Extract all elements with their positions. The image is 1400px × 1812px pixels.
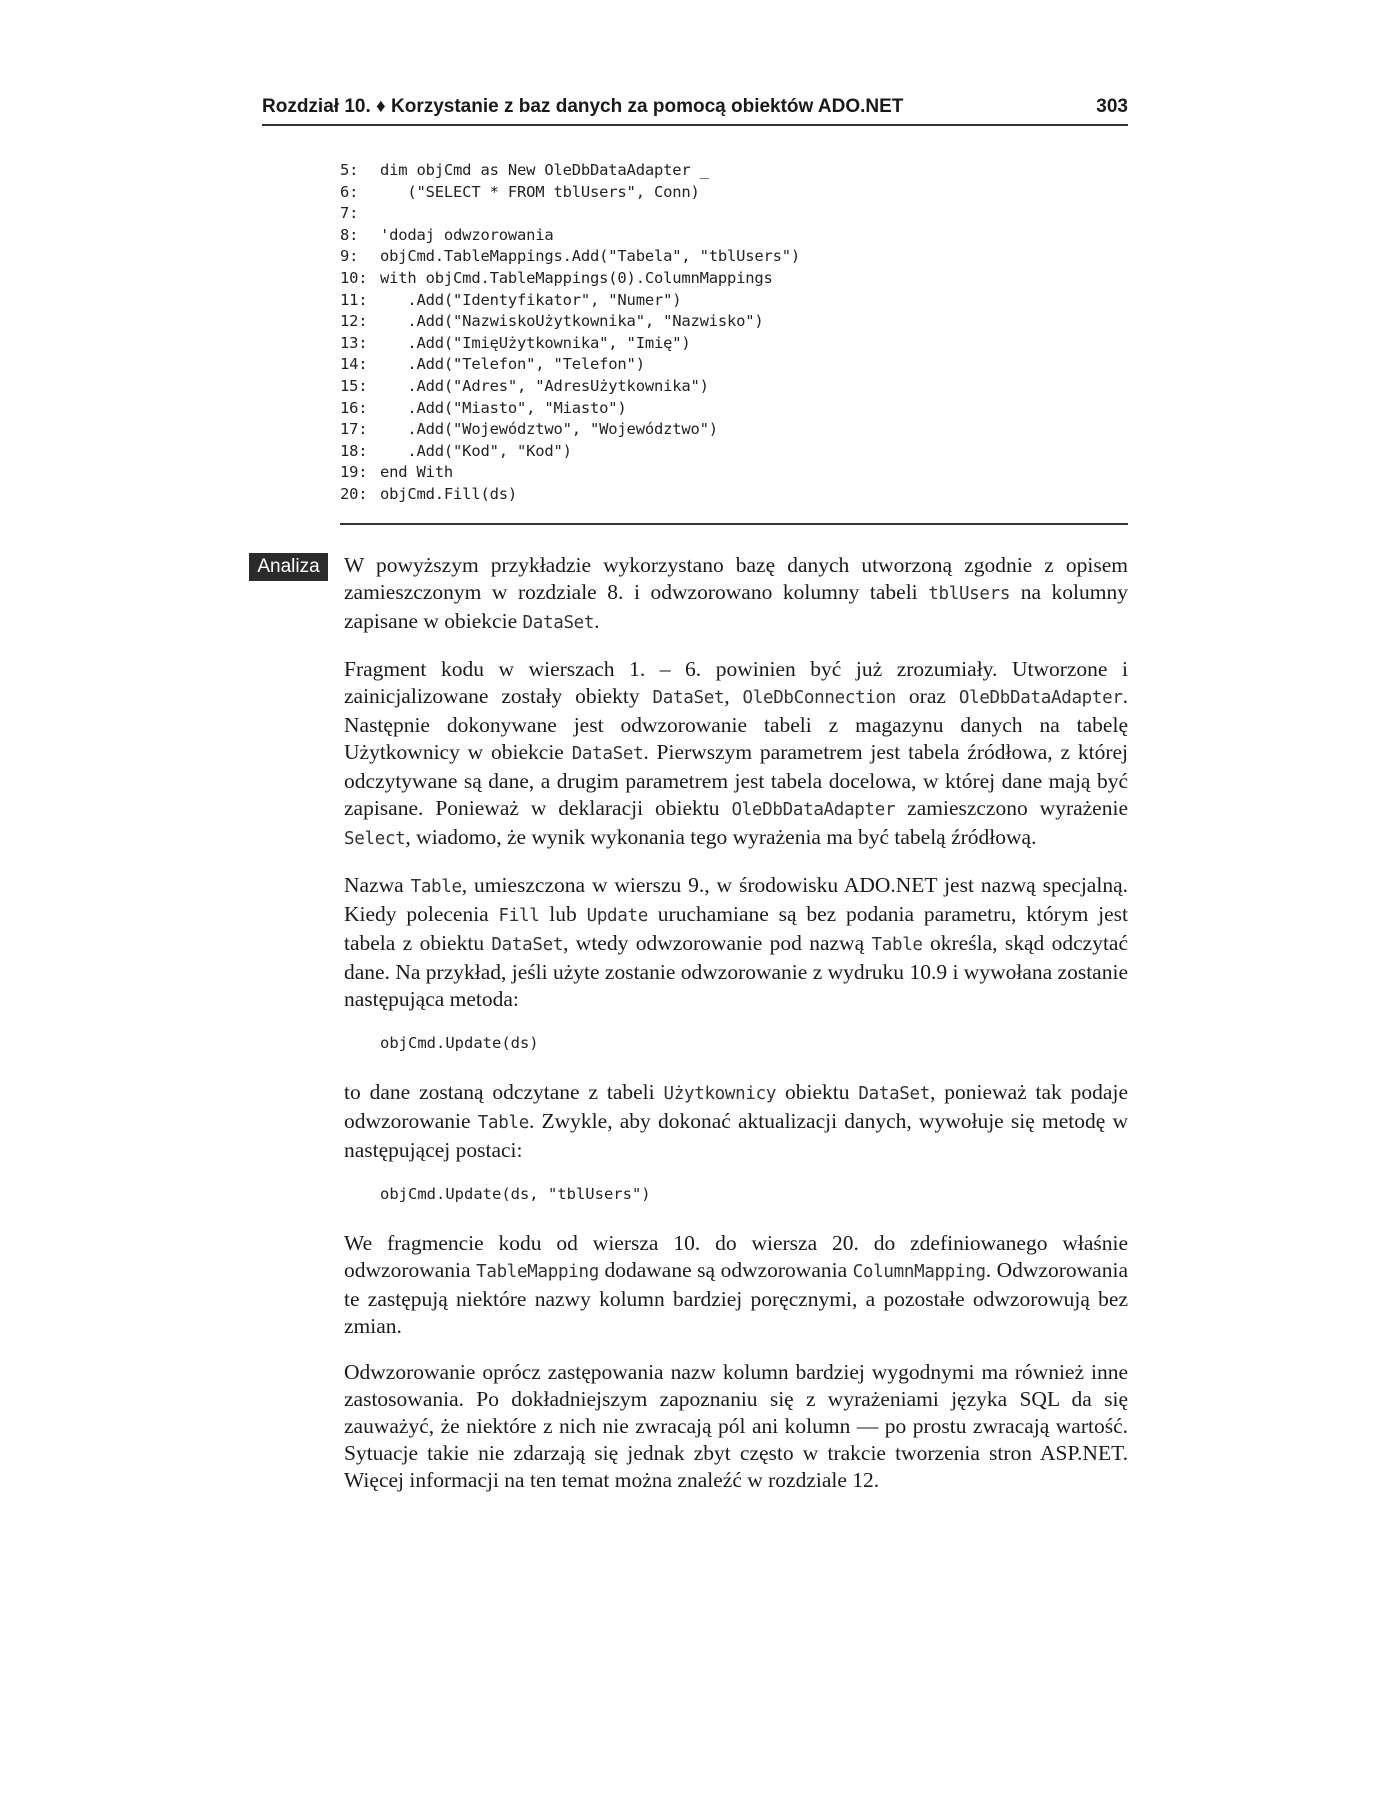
text-run: W powyższym przykładzie wykorzystano bazę danych utworzoną zgodnie z opisem zamieszczonym w rozdziale 8. i odwzorowano kolumny tabeli xyxy=(344,553,1128,604)
text-run: na kolumny zapisane w obiekcie xyxy=(344,580,1128,633)
code-line xyxy=(340,354,800,376)
code-line xyxy=(340,398,800,420)
text-run: , xyxy=(724,684,743,708)
running-header xyxy=(262,96,1128,118)
paragraph: Odwzorowanie oprócz zastępowania nazw kolumn bardziej wygodnymi ma również inne zastosowania. Po dokładniejszym zapoznaniu się z wyrażeniami języka SQL da się zauważyć, że niektóre z nich nie zwracają pól ani kolumn — po prostu zwracają wartość. Sytuacje takie nie zdarzają się jednak zbyt często w trakcie tworzenia stron ASP.NET. Więcej informacji na ten temat można znaleźć w rozdziale 12. xyxy=(344,1360,1128,1492)
inline-code: Table xyxy=(410,877,462,897)
paragraph xyxy=(344,1079,1128,1164)
body-text xyxy=(344,552,1128,1513)
line-number: 5: xyxy=(340,161,359,179)
text-run: , wiadomo, że wynik wykonania tego wyrażenia ma być tabelą źródłową. xyxy=(405,825,1037,849)
code-line xyxy=(340,268,800,290)
code-text: .Add("Kod", "Kod") xyxy=(380,441,572,460)
inline-code: Fill xyxy=(498,906,540,926)
code-text: ("SELECT * FROM tblUsers", Conn) xyxy=(380,182,700,201)
code-text: 'dodaj odwzorowania xyxy=(380,225,554,244)
code-line xyxy=(340,484,800,506)
text-run: , umieszczona w wierszu 9., w środowisku ADO.NET jest nazwą specjalną. Kiedy polecenia xyxy=(344,873,1128,926)
code-text: .Add("Identyfikator", "Numer") xyxy=(380,290,682,309)
inline-code: DataSet xyxy=(571,744,644,764)
code-text: .Add("Województwo", "Województwo") xyxy=(380,420,718,439)
paragraph xyxy=(344,656,1128,853)
text-run: . Odwzorowania te zastępują niektóre nazwy kolumn bardziej poręcznymi, a pozostałe odwzorowują bez zmian. xyxy=(344,1258,1128,1338)
code-line xyxy=(340,419,800,441)
code-text: .Add("Miasto", "Miasto") xyxy=(380,398,627,417)
inline-code: Select xyxy=(344,829,406,849)
inline-code: Użytkownicy xyxy=(663,1084,777,1104)
text-run: . xyxy=(594,609,600,633)
text-run: zamieszczono wyrażenie xyxy=(895,796,1128,820)
code-text: end With xyxy=(380,463,454,482)
inline-code: OleDbConnection xyxy=(742,688,897,708)
paragraph xyxy=(344,872,1128,1013)
inline-code: OleDbDataAdapter xyxy=(731,800,896,820)
code-text: .Add("ImięUżytkownika", "Imię") xyxy=(380,333,691,352)
line-number: 20: xyxy=(340,484,368,503)
code-snippet: objCmd.Update(ds) xyxy=(380,1034,539,1052)
code-line xyxy=(340,246,800,268)
code-text: dim objCmd as New OleDbDataAdapter _ xyxy=(380,161,709,179)
code-line xyxy=(340,225,800,247)
code-line xyxy=(340,462,800,484)
line-number: 15: xyxy=(340,376,368,395)
line-number: 17: xyxy=(340,420,368,439)
line-number: 16: xyxy=(340,398,368,417)
text-run: Nazwa xyxy=(344,873,411,897)
line-number: 13: xyxy=(340,333,368,352)
inline-code: DataSet xyxy=(858,1084,931,1104)
line-number: 9: xyxy=(340,247,359,266)
page-number: 303 xyxy=(1096,96,1128,117)
code-text: with objCmd.TableMappings(0).ColumnMappings xyxy=(380,268,773,287)
code-line xyxy=(340,182,800,204)
code-line xyxy=(340,203,800,225)
inline-code: ColumnMapping xyxy=(852,1262,986,1282)
paragraph xyxy=(344,552,1128,637)
text-run: lub xyxy=(539,902,587,926)
text-run: obiektu xyxy=(776,1080,859,1104)
code-text: .Add("NazwiskoUżytkownika", "Nazwisko") xyxy=(380,312,764,331)
text-run: , wtedy odwzorowanie pod nazwą xyxy=(563,931,872,955)
text-run: oraz xyxy=(896,684,959,708)
inline-code: DataSet xyxy=(491,935,564,955)
inline-code: DataSet xyxy=(652,688,725,708)
text-run: określa, skąd odczytać dane. Na przykład, jeśli użyte zostanie odwzorowanie z wydruku 10.9 i wywołana zostanie następująca metoda: xyxy=(344,931,1128,1011)
code-line xyxy=(340,333,800,355)
code-text: objCmd.TableMappings.Add("Tabela", "tblUsers") xyxy=(380,247,801,266)
text-run: uruchamiane są bez podania parametru, którym jest tabela z obiektu xyxy=(344,902,1128,955)
code-line xyxy=(340,441,800,463)
header-rule xyxy=(262,124,1128,126)
line-number: 8: xyxy=(340,225,359,244)
code-text: .Add("Adres", "AdresUżytkownika") xyxy=(380,376,709,395)
inline-code: Table xyxy=(477,1113,529,1133)
line-number: 14: xyxy=(340,355,368,374)
line-number: 12: xyxy=(340,312,368,331)
code-line xyxy=(340,290,800,312)
analiza-label: Analiza xyxy=(249,553,328,581)
line-number: 18: xyxy=(340,441,368,460)
text-run: . Pierwszym parametrem jest tabela źródłowa, z której odczytywane są dane, a drugim parametrem jest tabela docelowa, w której dane mają być zapisane. Ponieważ w deklaracji obiektu xyxy=(344,740,1128,820)
line-number: 11: xyxy=(340,290,368,309)
text-run: dodawane są odwzorowania xyxy=(598,1258,853,1282)
code-line xyxy=(340,376,800,398)
code-listing xyxy=(340,160,800,506)
text-run: . Zwykle, aby dokonać aktualizacji danych, wywołuje się metodę w następującej postaci: xyxy=(344,1109,1128,1162)
text-run: Fragment kodu w wierszach 1. – 6. powinien być już zrozumiały. Utworzone i zainicjalizowane zostały obiekty xyxy=(344,657,1128,708)
inline-code: Update xyxy=(586,906,648,926)
code-line xyxy=(340,311,800,333)
line-number: 10: xyxy=(340,268,368,287)
code-line xyxy=(340,160,800,182)
inline-code: tblUsers xyxy=(928,584,1011,604)
inline-code: Table xyxy=(871,935,923,955)
text-run: to dane zostaną odczytane z tabeli xyxy=(344,1080,664,1104)
text-run: . Następnie dokonywane jest odwzorowanie tabeli z magazynu danych na tabelę Użytkownicy w obiekcie xyxy=(344,684,1128,764)
line-number: 7: xyxy=(340,204,359,223)
paragraph xyxy=(344,1230,1128,1340)
text-run: , ponieważ tak podaje odwzorowanie xyxy=(344,1080,1128,1133)
inline-code: OleDbDataAdapter xyxy=(958,688,1123,708)
code-text: .Add("Telefon", "Telefon") xyxy=(380,355,645,374)
text-run: We fragmencie kodu od wiersza 10. do wiersza 20. do zdefiniowanego właśnie odwzorowania xyxy=(344,1231,1128,1282)
line-number: 6: xyxy=(340,182,359,201)
code-snippet: objCmd.Update(ds, "tblUsers") xyxy=(380,1185,651,1203)
code-text: objCmd.Fill(ds) xyxy=(380,484,517,503)
inline-code: DataSet xyxy=(522,613,595,633)
inline-code: TableMapping xyxy=(476,1262,599,1282)
line-number: 19: xyxy=(340,463,368,482)
chapter-title: Rozdział 10. ♦ Korzystanie z baz danych za pomocą obiektów ADO.NET xyxy=(262,96,904,117)
code-rule xyxy=(340,523,1128,525)
